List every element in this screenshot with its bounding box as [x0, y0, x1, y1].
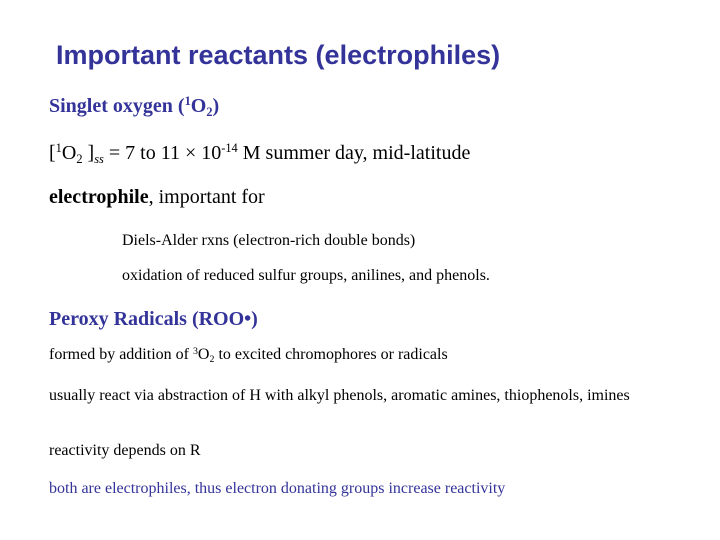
conc-o: O: [61, 142, 77, 164]
singlet-close: ): [212, 95, 220, 117]
electrophile-line: [49, 186, 265, 209]
conc-open: [: [49, 142, 56, 164]
slide-title: Important reactants (electrophiles): [56, 40, 501, 70]
bullet-diels-alder: Diels-Alder rxns (electron-rich double bonds): [122, 232, 416, 249]
formed-pre: formed by addition of: [49, 346, 193, 363]
peroxy-heading: Peroxy Radicals (ROO•): [49, 308, 258, 330]
conc-exp: -14: [221, 141, 238, 156]
both-line: both are electrophiles, thus electron donating groups increase reactivity: [49, 480, 506, 497]
electrophile-bold: electrophile: [49, 186, 149, 208]
bullet-oxidation: oxidation of reduced sulfur groups, anilines, and phenols.: [122, 267, 490, 284]
formed-line: [49, 346, 448, 364]
formed-sup: 3: [192, 345, 198, 357]
concentration-line: [49, 142, 470, 165]
usually-line: usually react via abstraction of H with alkyl phenols, aromatic amines, thiophenols, imines: [49, 387, 630, 404]
formed-sub: 2: [209, 353, 215, 365]
formed-o: O: [197, 346, 210, 363]
conc-mid: = 7 to 11 × 10: [103, 142, 222, 164]
conc-tail: M summer day, mid-latitude: [237, 142, 471, 164]
electrophile-rest: , important for: [148, 186, 265, 208]
conc-sup: 1: [55, 141, 62, 156]
singlet-label: Singlet oxygen (: [49, 95, 185, 117]
singlet-o: O: [190, 95, 207, 117]
singlet-sub: 2: [206, 104, 213, 119]
singlet-oxygen-heading: [49, 95, 219, 118]
formed-post: to excited chromophores or radicals: [214, 346, 448, 363]
conc-ss: ss: [94, 151, 104, 166]
conc-close: ]: [82, 142, 95, 164]
singlet-sup: 1: [184, 94, 191, 109]
conc-sub: 2: [76, 151, 83, 166]
reactivity-line: reactivity depends on R: [49, 442, 201, 459]
